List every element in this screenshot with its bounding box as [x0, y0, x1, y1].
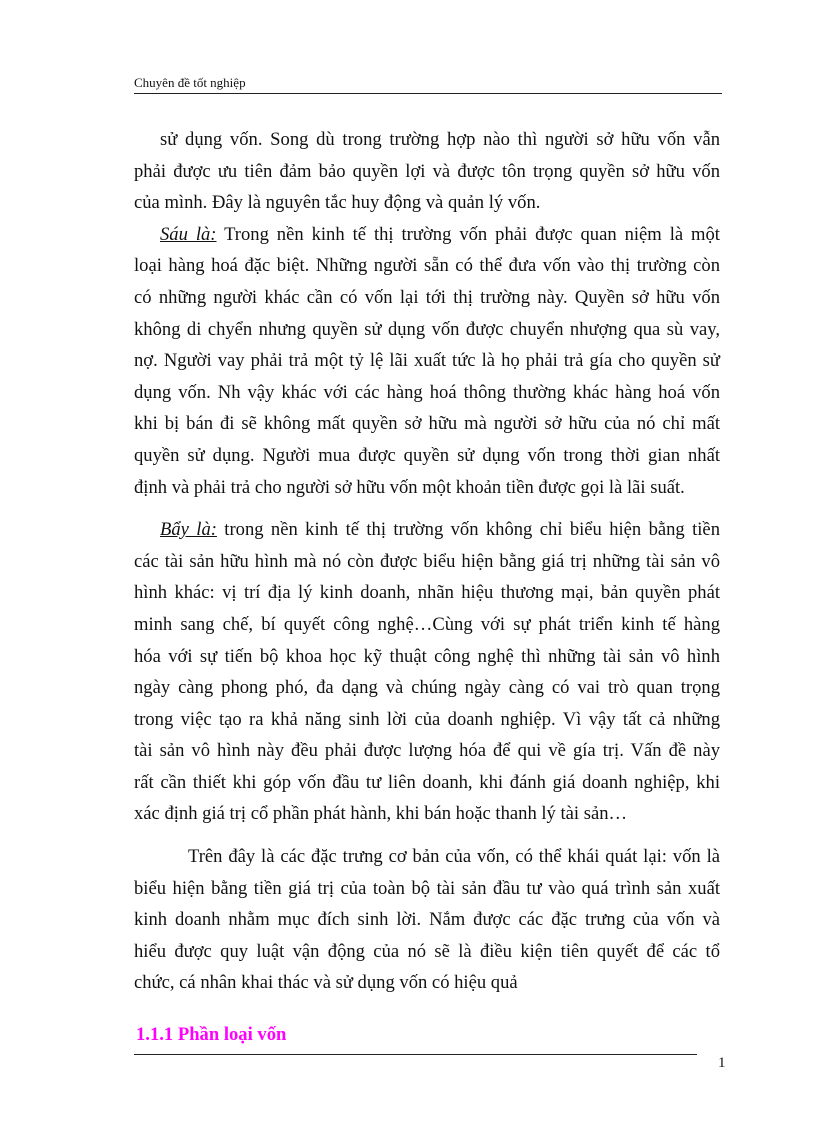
text-line — [134, 735, 720, 767]
text-line — [134, 936, 720, 968]
text-line — [134, 967, 720, 999]
text-line — [134, 345, 720, 377]
text-line — [134, 641, 720, 673]
line-text: hóa với sự tiến bộ khoa học kỹ thuật công nghệ thì những tài sản vô hình — [134, 645, 720, 667]
line-text: không di chyển nhưng quyền sử dụng vốn được chuyển nhượng qua sù vay, — [134, 318, 720, 340]
line-text: các tài sản hữu hình mà nó còn được biểu hiện bằng giá trị những tài sản vô — [134, 550, 720, 572]
document-body — [134, 124, 720, 999]
text-line — [134, 672, 720, 704]
paragraph — [134, 124, 720, 219]
text-line — [134, 282, 720, 314]
line-text: hình khác: vị trí địa lý kinh doanh, nhãn hiệu thương mại, bản quyền phát — [134, 582, 720, 604]
line-text: có những người khác cần có vốn lại tới thị trường này. Quyền sở hữu vốn — [134, 286, 720, 308]
line-text: phải được ưu tiên đảm bảo quyền lợi và được tôn trọng quyền sở hữu vốn — [134, 160, 720, 182]
text-line — [134, 609, 720, 641]
line-text: minh sang chế, bí quyết công nghệ…Cùng với sự phát triển kinh tế hàng — [134, 613, 720, 635]
line-text: ngày càng phong phó, đa dạng và chúng ngày càng có vai trò quan trọng — [134, 677, 720, 699]
line-text: Trên đây là các đặc trưng cơ bản của vốn, có thể khái quát lại: vốn là — [188, 846, 720, 868]
line-text: dụng vốn. Nh vậy khác với các hàng hoá thông thường khác hàng hoá vốn — [134, 381, 720, 403]
line-text: trong việc tạo ra khả năng sinh lời của doanh nghiệp. Vì vậy tất cả những — [134, 708, 720, 730]
line-text: rất cần thiết khi góp vốn đầu tư liên doanh, khi đánh giá doanh nghiệp, khi — [134, 771, 720, 793]
text-line — [134, 124, 720, 156]
line-text: định và phải trả cho người sở hữu vốn một khoản tiền được gọi là lãi suất. — [134, 476, 685, 498]
text-line — [134, 514, 720, 546]
text-line — [134, 314, 720, 346]
line-text: khi bị bán đi sẽ không mất quyền sở hữu mà người sở hữu của nó chỉ mất — [134, 413, 720, 435]
text-line — [134, 187, 720, 219]
line-text: quyền sử dụng. Người mua được quyền sử dụng vốn trong thời gian nhất — [134, 444, 720, 466]
text-line — [134, 704, 720, 736]
text-line — [134, 472, 720, 504]
line-text: của mình. Đây là nguyên tắc huy động và quản lý vốn. — [134, 192, 541, 214]
paragraph-lead: Bẩy là: — [160, 519, 217, 541]
line-text: hiểu được quy luật vận động của nó sẽ là điều kiện tiên quyết để các tổ — [134, 940, 720, 962]
paragraph — [134, 219, 720, 503]
text-line — [134, 798, 720, 830]
text-line — [134, 408, 720, 440]
line-text: Trong nền kinh tế thị trường vốn phải được quan niệm là một — [216, 223, 720, 245]
paragraph — [134, 841, 720, 999]
paragraph — [134, 514, 720, 830]
line-text: biểu hiện bằng tiền giá trị của toàn bộ tài sản đầu tư vào quá trình sản xuất — [134, 877, 720, 899]
running-header: Chuyên đề tốt nghiệp — [134, 75, 246, 90]
text-line — [134, 156, 720, 188]
line-text: trong nền kinh tế thị trường vốn không chỉ biểu hiện bằng tiền — [216, 519, 720, 541]
line-text: kinh doanh nhằm mục đích sinh lời. Nắm được các đặc trưng của vốn và — [134, 909, 720, 931]
text-line — [134, 440, 720, 472]
line-text: tài sản vô hình này đều phải được lượng hóa để qui về gía trị. Vấn đề này — [134, 740, 720, 762]
page-number: 1 — [718, 1055, 726, 1071]
text-line — [134, 904, 720, 936]
text-line — [134, 219, 720, 251]
text-line — [134, 577, 720, 609]
text-line — [134, 546, 720, 578]
line-text: loại hàng hoá đặc biệt. Những người sẵn có thể đưa vốn vào thị trường còn — [134, 255, 720, 277]
text-line — [134, 377, 720, 409]
line-text: xác định giá trị cổ phần phát hành, khi bán hoặc thanh lý tài sản… — [134, 803, 628, 825]
line-text: nợ. Người vay phải trả một tỷ lệ lãi xuất tức là họ phải trả gía cho quyền sử — [134, 350, 720, 372]
paragraph-lead: Sáu là: — [160, 223, 217, 245]
text-line — [134, 841, 720, 873]
text-line — [134, 250, 720, 282]
text-line — [134, 767, 720, 799]
text-line — [134, 873, 720, 905]
header-rule — [134, 93, 722, 94]
line-text: sử dụng vốn. Song dù trong trường hợp nào thì người sở hữu vốn vẫn — [160, 129, 720, 150]
line-text: chức, cá nhân khai thác và sử dụng vốn có hiệu quả — [134, 972, 518, 994]
footer-rule — [134, 1054, 697, 1055]
section-heading: 1.1.1 Phần loại vốn — [136, 1024, 287, 1045]
